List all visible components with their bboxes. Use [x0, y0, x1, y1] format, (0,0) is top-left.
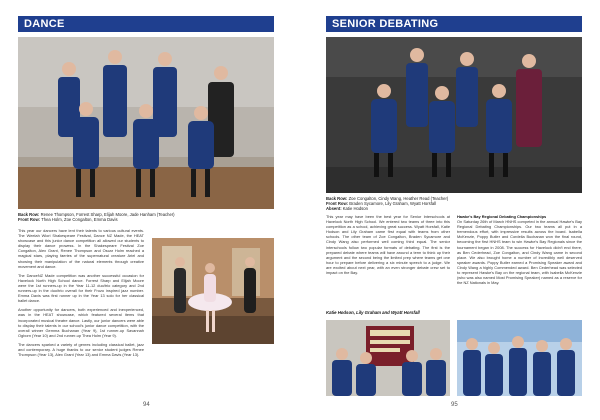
ballet-dancers-photo: [152, 238, 274, 344]
dance-group-photo: [18, 37, 274, 209]
debating-group-photo: [326, 37, 582, 193]
dance-title-banner: DANCE: [18, 16, 274, 32]
debating-team-photo-left: [326, 320, 450, 396]
left-page-number: 94: [143, 402, 150, 408]
debating-intro-text: This year may have been the best year for Senior Interschools at Havelock North High School. We entered two teams of three into this competition as a school, achieving great success. Wyatt Horsfall, Katie Hodson and Lily Graham came first equal with teams from other schools. The other team of Zoe Congalton, Braden Sycamore and Cindy Wang also performed well coming third equal. The senior interschools follow two popular formats of debating. The first is the prepared debate where teams will have around a term to think up their argument and the second being the limited prep where teams get one hour to prepare before delivering a six minute speech to a judge. We are excited about next year, with an even stronger debate crew set to impact on the Bay.: [326, 214, 450, 276]
dance-intro-text: This year our dancers have lent their talents to various cultural events. The Weelah Wiori Shakespeare Festival, Dance NZ Made, the HEAT showcase and this junior dance competition all allowed our students to display their dance prowess. In the Shakespeare Festival Zoe Congalton, Alex Grant, Renee Thompson and Oscar Holm reached a magical stars, playing faeries of the supernatural creature Ariel and showing their manipulation of the natural elements through creative movement and dance. The DanceNZ Made competition was another successful occasion for Havelock North High School dance. Forrest Sharp and Elijah Moore were the 1st runners-up in the Year 11-12 duo/trio category and 2nd runners-up in the duo/trio overall for their Frozo inspired jazz number. Emma Davis was first runner up in the Year 13 solo for her classical ballet dance. Another opportunity for dancers, both experienced and inexperienced, was in the HEAT showcase, which featured several items that incorporated musical theatre dance. Lastly, our junior dancers were able to display their talents in our school's junior dance competition, with the overall winner Gemma Buchanan (Year 9), 1st runner-up Savannah Ogborn (Year 10) and 2nd runner-up Thea Holm (Year 9). The dancers sparked a variety of genres including classical ballet, jazz and contemporary. A huge thanks to our senior student judges Renee Thompson (Year 13), Alex Grant (Year 13) and Emma Davis (Year 13).: [18, 228, 144, 358]
dance-photo-caption: Back Row: Renee Thompson, Forrest Sharp, Elijah Moore, Jade Hanham (Teacher) Front Row: Thea Holm, Zoe Congalton, Emma Davis: [18, 212, 175, 223]
right-page-number: 95: [451, 402, 458, 408]
left-page: [0, 0, 298, 420]
senior-debating-title-banner: SENIOR DEBATING: [326, 16, 582, 32]
debating-credit: Katie Hodson, Lily Graham and Wyatt Horsfall: [326, 310, 420, 315]
right-page: [302, 0, 600, 420]
championship-text: Hawke's Bay Regional Debating Championships On Saturday 26th of March HNHS competed in the annual Hawke's Bay Regional Debating Championships. Our two teams all put in a tremendous effort, with impressive results across the board. Isabella McKenzie, Poppy Butler and Cordelia Buchanan won the final round, becoming the first HNHS team to win Hawke's Bay Regionals since the tournament began in 2008. The success for Havelock didn't end there, as Ben Cederhead, Zoe Congalton, and Cindy Wang came in second place. We also brought home a number of incredibly well deserved speaker awards. Poppy Butler earned a Promising Speaker award and Cindy Wang a highly Commended award. Ben Cederhead was selected to represent Hawke's Bay on the regional team, with Isabella McKenzie (who was also named Most Promising Speaker) named as a reserve for the NZ Nationals in May.: [457, 214, 582, 286]
debating-team-photo-right: [457, 320, 582, 396]
championship-heading: Hawke's Bay Regional Debating Championships: [457, 214, 547, 219]
debating-photo-caption: Back Row: Zoe Congalton, Cindy Wang, Heather Read (Teacher) Front Row: Braden Sycamore, Lily Graham, Wyatt Horsfall Absent: Katie Hodson: [326, 196, 449, 212]
